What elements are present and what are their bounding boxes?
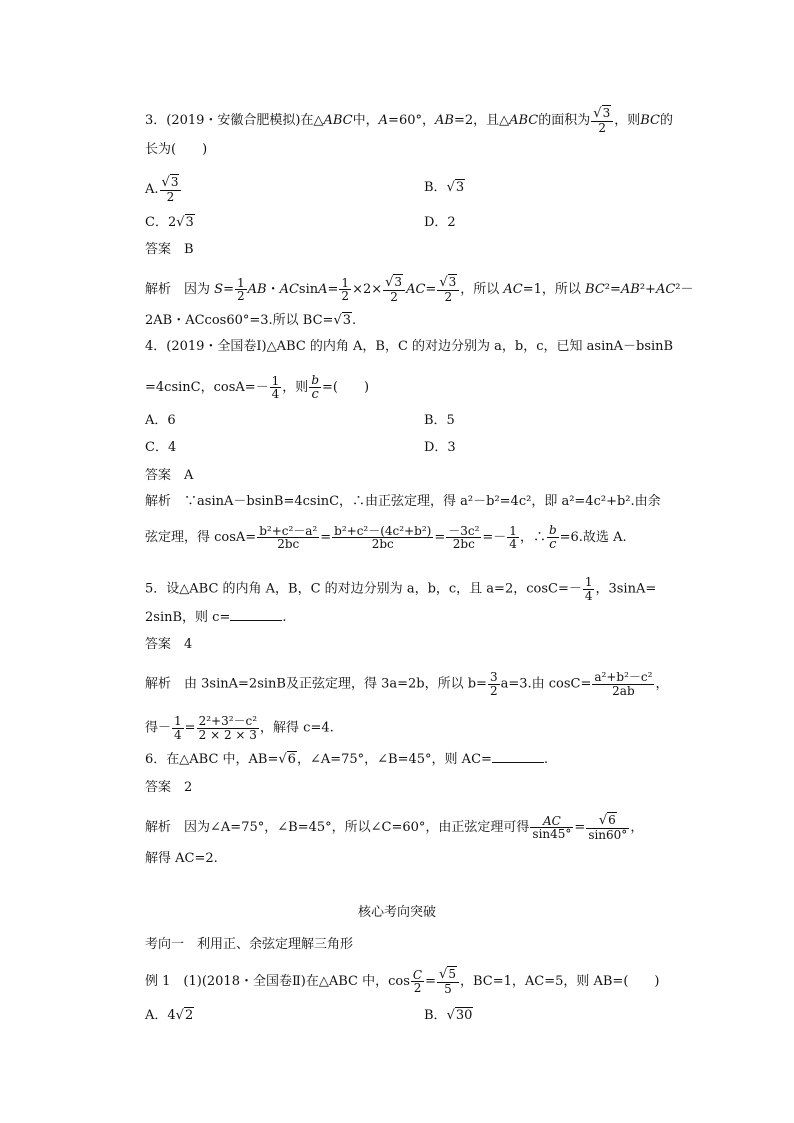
q5-answer: 答案 4 [145, 637, 193, 652]
q3-text-f: ，则 [614, 113, 641, 129]
q3-A: A [378, 113, 389, 129]
q6-line1: 6．在△ABC 中，AB=√6，∠A=75°，∠B=45°，则 AC= . [145, 752, 549, 767]
q3-area-fraction: $\frac{√3}{2}$ [591, 107, 613, 134]
q3-line1 [145, 107, 673, 134]
q3-solution-line2: 2AB・ACcos60°=3.所以 BC=√3. [145, 313, 357, 328]
q5-blank [230, 608, 282, 621]
q5-solution-line2: 得－ $\frac{1}{4}$ = $\frac{\text{2²+3²－c²}}{2 \times 2 \times 3}$ ，解得 c=4. [145, 714, 334, 742]
q6-solution-line2: 解得 AC=2. [145, 851, 218, 866]
q5-solution-line1: 解析 由 3sinA=2sinB及正弦定理，得 3a=2b，所以 b= $\frac{3}{2}$ a=3.由 cosC= $\frac{\text{a²+b²－c²}}{2ab}$ ， [145, 670, 669, 698]
q3-AB: AB [434, 113, 454, 129]
q4-option-a: A．6 [145, 413, 176, 428]
q4-option-b: B．5 [424, 413, 455, 428]
q3-BC: BC [640, 113, 660, 129]
q3-text-b: 中， [352, 113, 379, 129]
q3-solution-line1: 解析 因为 S= $\frac{1}{2}$ AB・ACsinA= $\frac{1}{2}$ ×2× $\frac{√3}{2}$ AC= $\frac{√3}{2}$ ，所以 AC=1，所以 BC²=AB²+AC²－ [145, 275, 694, 304]
q3-abc2: ABC [509, 113, 539, 129]
example-1-option-b: B．√30 [424, 1008, 473, 1023]
q3-text-d: =2，且△ [453, 113, 510, 129]
q3-option-a: A. $\frac{√3}{2}$ [145, 176, 182, 203]
q3-option-d: D．2 [424, 215, 456, 230]
q3-text-g: 的 [659, 113, 673, 129]
q5-line2: 2sinB，则 c= . [145, 610, 287, 625]
q3-text-e: 的面积为 [538, 113, 591, 129]
q3-answer: 答案 B [145, 242, 194, 257]
example-1-option-a: A．4√2 [145, 1008, 194, 1023]
q6-answer: 答案 2 [145, 780, 193, 795]
q4-line2: =4csinC，cosA=－ $\frac{1}{4}$ ，则 $\frac{b}{c}=$( ) [145, 373, 370, 402]
q4-option-c: C．4 [145, 440, 177, 455]
section-direction: 考向一 利用正、余弦定理解三角形 [145, 937, 354, 952]
q6-blank [492, 750, 544, 763]
q3-option-b: B．√3 [424, 180, 465, 195]
example-1-line: 例 1 (1)(2018・全国卷Ⅱ)在△ABC 中，cos $\frac{C}{2}$ = $\frac{√5}{5}$ ，BC=1，AC=5，则 AB=( ) [145, 967, 660, 996]
q3-line2: 长为( ) [145, 142, 208, 157]
q5-line1: 5．设△ABC 的内角 A，B，C 的对边分别为 a，b，c，且 a=2，cosC=－ $\frac{1}{4}$ ，3sinA= [145, 575, 657, 603]
q3-text-a: 3．(2019・安徽合肥模拟)在△ [145, 113, 324, 129]
q4-line1: 4．(2019・全国卷Ⅰ)△ABC 的内角 A，B，C 的对边分别为 a，b，c，已知 asinA－bsinB [145, 339, 674, 354]
q4-option-d: D．3 [424, 440, 456, 455]
q4-solution-line2: 弦定理，得 cosA= $\frac{\text{b²+c²－a²}}{2bc}$ = $\frac{\text{b²+c²－(4c²+b²)}}{2bc}$ = $\frac{\text{－3c²}}{2bc}$ =－ $\frac{1}{4}$ ，∴ $\frac{b}{c}=6$.故选 A. [145, 523, 627, 552]
q6-solution-line1: 解析 因为∠A=75°，∠B=45°，所以∠C=60°，由正弦定理可得 $\frac{AC}{\sin 45^\circ}$ = $\frac{√6}{\sin 60^\circ}$ ， [145, 813, 644, 842]
q3-option-c: C．2√3 [145, 215, 194, 230]
q3-text-c: =60°， [388, 113, 435, 129]
q4-solution-line1: 解析 ∵asinA－bsinB=4csinC，∴由正弦定理，得 a²－b²=4c²，即 a²=4c²+b².由余 [145, 494, 661, 509]
section-title: 核心考向突破 [357, 905, 436, 920]
q3-abc: ABC [323, 113, 353, 129]
q4-answer: 答案 A [145, 468, 194, 483]
